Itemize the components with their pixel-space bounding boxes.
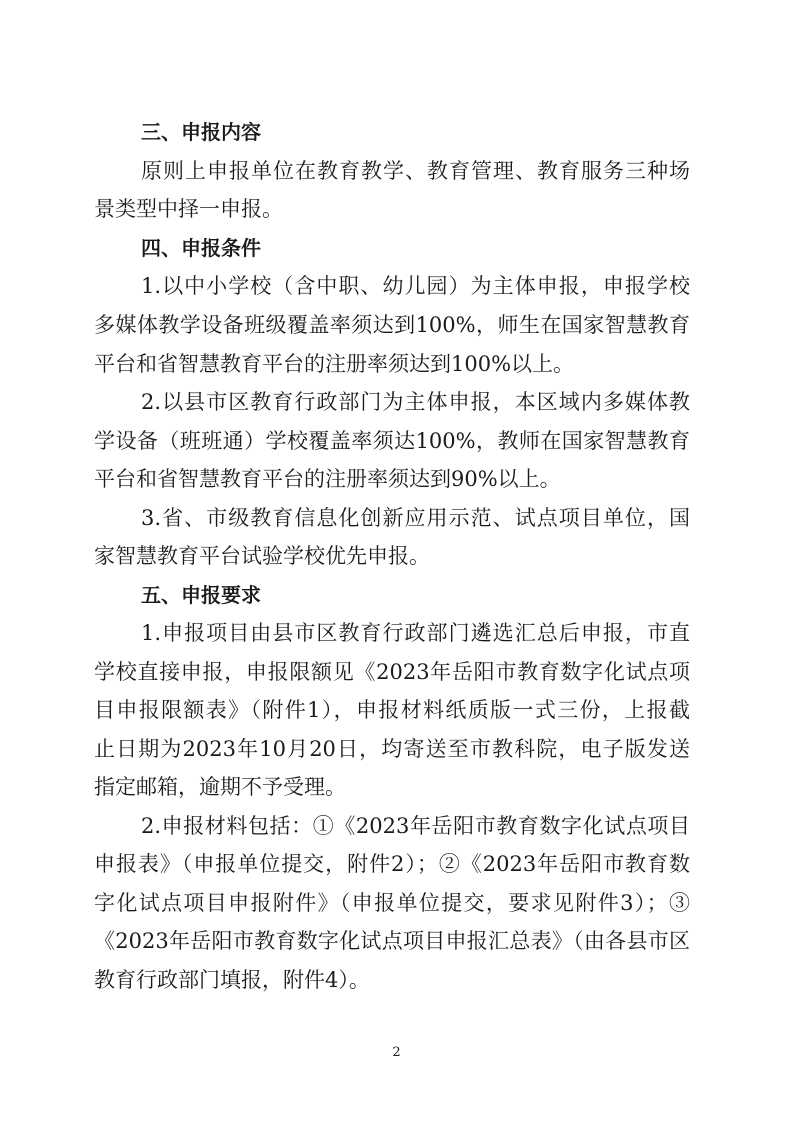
paragraph-line: 2.申报材料包括：①《2023年岳阳市教育数字化试点项目 bbox=[141, 814, 690, 838]
paragraph-line: 多媒体教学设备班级覆盖率须达到100%，师生在国家智慧教育 bbox=[94, 313, 690, 337]
paragraph-line: 指定邮箱，逾期不予受理。 bbox=[94, 775, 346, 799]
paragraph-line: 教育行政部门填报，附件4）。 bbox=[94, 968, 370, 992]
paragraph-line: 景类型中择一申报。 bbox=[94, 197, 283, 221]
paragraph-line: 字化试点项目申报附件》（申报单位提交，要求见附件3）；③ bbox=[94, 891, 690, 915]
paragraph-line: 学校直接申报，申报限额见《2023年岳阳市教育数字化试点项 bbox=[94, 660, 690, 684]
paragraph-line: 1.申报项目由县市区教育行政部门遴选汇总后申报，市直 bbox=[141, 621, 690, 645]
paragraph-line: 《2023年岳阳市教育数字化试点项目申报汇总表》（由各县市区 bbox=[94, 929, 690, 953]
paragraph-line: 平台和省智慧教育平台的注册率须达到100%以上。 bbox=[94, 352, 575, 376]
paragraph-line: 2.以县市区教育行政部门为主体申报，本区域内多媒体教 bbox=[141, 390, 690, 414]
paragraph-line: 平台和省智慧教育平台的注册率须达到90%以上。 bbox=[94, 467, 561, 491]
section-heading-content: 三、申报内容 bbox=[141, 120, 261, 144]
paragraph-line: 原则上申报单位在教育教学、教育管理、教育服务三种场 bbox=[141, 159, 690, 183]
paragraph-line: 学设备（班班通）学校覆盖率须达100%，教师在国家智慧教育 bbox=[94, 429, 690, 453]
paragraph-line: 家智慧教育平台试验学校优先申报。 bbox=[94, 544, 430, 568]
page-number: 2 bbox=[392, 1045, 401, 1060]
section-heading-conditions: 四、申报条件 bbox=[141, 236, 261, 260]
paragraph-line: 目申报限额表》（附件1），申报材料纸质版一式三份，上报截 bbox=[94, 698, 690, 722]
paragraph-line: 1.以中小学校（含中职、幼儿园）为主体申报，申报学校 bbox=[141, 274, 690, 298]
section-heading-requirements: 五、申报要求 bbox=[141, 583, 261, 607]
paragraph-line: 申报表》（申报单位提交，附件2）；②《2023年岳阳市教育数 bbox=[94, 852, 690, 876]
paragraph-line: 3.省、市级教育信息化创新应用示范、试点项目单位，国 bbox=[141, 506, 690, 530]
paragraph-line: 止日期为2023年10月20日，均寄送至市教科院，电子版发送 bbox=[94, 737, 690, 761]
